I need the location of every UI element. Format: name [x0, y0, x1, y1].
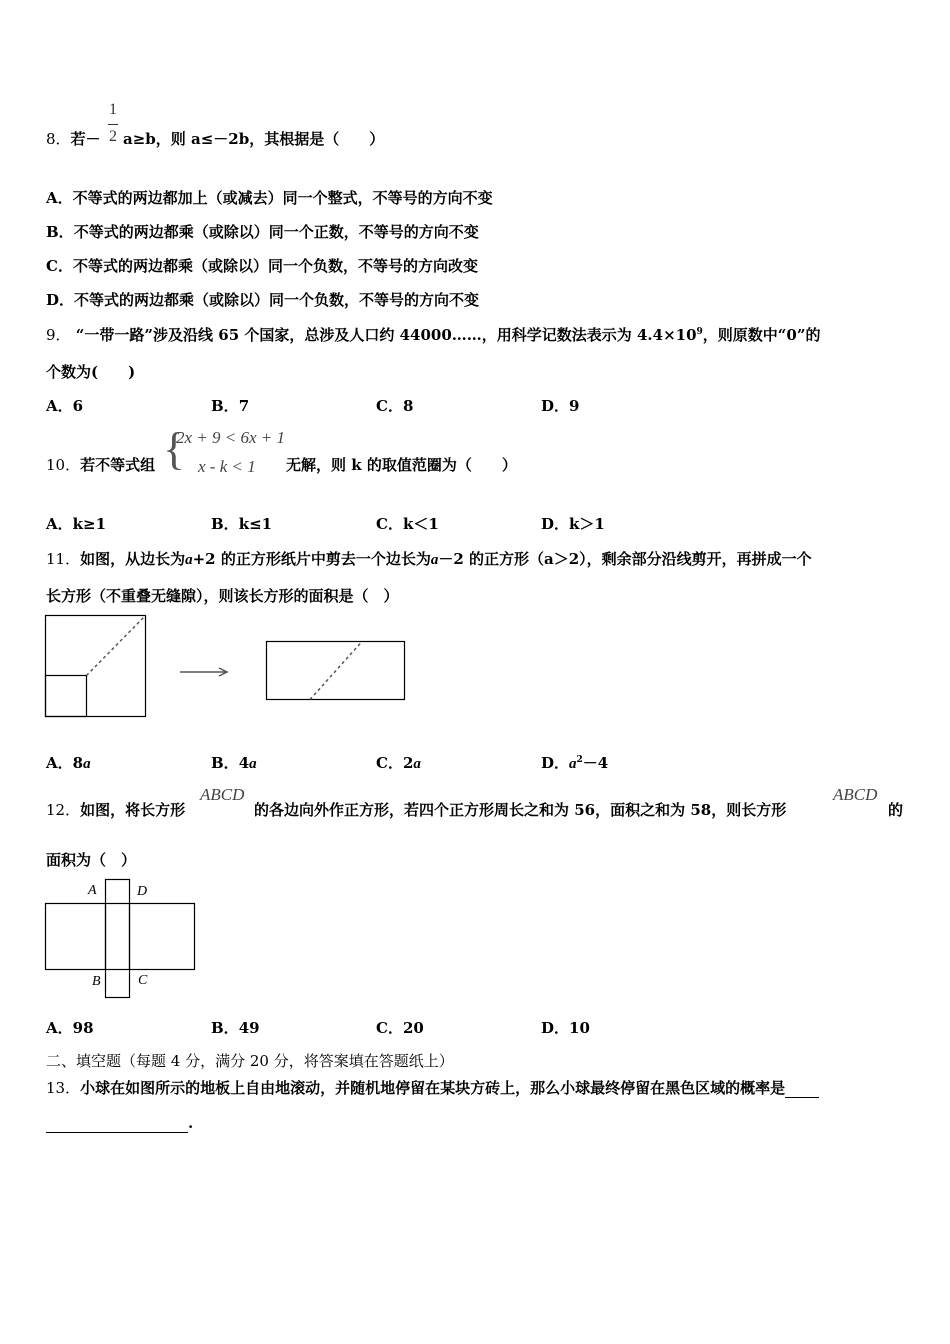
q11-stem-line2: 长方形（不重叠无缝隙），则该长方形的面积是（ ） — [46, 587, 399, 605]
q10-inequality-2: x - k < 1 — [198, 457, 256, 476]
q10-stem — [46, 454, 155, 475]
option-text: 2 — [402, 754, 414, 772]
q13-stem-line1 — [46, 1077, 819, 1098]
option-text: 98 — [72, 1019, 94, 1037]
q13-stem-line2 — [46, 1114, 193, 1133]
option-label: B． — [211, 1019, 239, 1037]
option-label: C． — [376, 515, 403, 533]
q9-text-a: “一带一路”涉及沿线 65 个国家，总涉及人口约 44000……，用科学记数法表示为 4.4×10 — [75, 326, 697, 344]
q8-option-c[interactable] — [46, 255, 478, 276]
q11-option-b[interactable] — [211, 752, 257, 773]
option-text: 8 — [402, 397, 414, 415]
option-label: A． — [46, 1019, 73, 1037]
label-b: B — [92, 974, 101, 989]
q13-number: 13． — [46, 1079, 81, 1097]
q12-text-b: 的各边向外作正方形，若四个正方形周长之和为 56，面积之和为 58，则长方形 — [254, 801, 787, 819]
answer-blank[interactable] — [785, 1079, 819, 1098]
label-c: C — [138, 973, 148, 988]
q8-option-b[interactable] — [46, 221, 479, 242]
q11-figure — [44, 614, 424, 724]
q12-text-c: 的 — [888, 801, 904, 819]
label-d: D — [137, 884, 148, 899]
q10-left-brace: { — [163, 423, 186, 474]
option-text: 9 — [569, 397, 580, 415]
q11-option-c[interactable] — [376, 752, 421, 773]
option-text: k≤1 — [238, 515, 273, 533]
answer-blank[interactable] — [46, 1114, 188, 1133]
q8-number: 8． — [46, 130, 71, 148]
option-label: C． — [376, 397, 403, 415]
q9-option-c[interactable] — [376, 395, 413, 416]
q10-option-a[interactable] — [46, 513, 106, 534]
option-text: 7 — [238, 397, 250, 415]
option-text: 不等式的两边都加上（或减去）同一个整式，不等号的方向不变 — [72, 189, 493, 207]
option-text: k＜1 — [402, 515, 439, 533]
q9-option-d[interactable] — [541, 395, 579, 416]
option-label: B． — [211, 754, 239, 772]
option-label: C． — [376, 1019, 403, 1037]
q11-text-a: 如图，从边长为 — [80, 550, 186, 568]
option-label: D． — [541, 515, 570, 533]
q12-option-c[interactable] — [376, 1017, 424, 1038]
q12-text-a: 如图，将长方形 — [80, 801, 186, 819]
option-label: C． — [46, 257, 73, 275]
option-var: a — [249, 756, 257, 772]
option-text: 不等式的两边都乘（或除以）同一个负数，不等号的方向不变 — [74, 291, 480, 309]
option-text: 49 — [238, 1019, 260, 1037]
q8-option-d[interactable] — [46, 289, 479, 310]
q12-number: 12． — [46, 801, 81, 819]
q12-option-a[interactable] — [46, 1017, 94, 1038]
q8-lead: 若－ — [70, 130, 101, 148]
q10-lead: 若不等式组 — [80, 456, 156, 474]
q12-abcd-1: ABCD — [200, 785, 245, 804]
q12-figure — [44, 877, 204, 1001]
q8-fraction-numerator: 1 — [109, 101, 117, 118]
option-label: A． — [46, 515, 73, 533]
option-label: A． — [46, 189, 73, 207]
q9-number: 9． — [46, 326, 71, 344]
option-label: C． — [376, 754, 403, 772]
option-text: 不等式的两边都乘（或除以）同一个正数，不等号的方向不变 — [73, 223, 479, 241]
q13-text: 小球在如图所示的地板上自由地滚动，并随机地停留在某块方砖上，那么小球最终停留在黑色区域的概率是 — [80, 1079, 786, 1097]
option-label: A． — [46, 754, 73, 772]
option-label: D． — [541, 1019, 570, 1037]
option-text: 不等式的两边都乘（或除以）同一个负数，不等号的方向改变 — [72, 257, 478, 275]
q8-stem — [46, 128, 101, 149]
q9-stem-line1 — [46, 324, 821, 345]
q10-inequality-1: 2x + 9 < 6x + 1 — [176, 428, 286, 447]
option-var: a — [569, 756, 577, 772]
option-label: D． — [541, 397, 570, 415]
vertical-band — [106, 880, 130, 998]
q11-text-c: －2 的正方形（a＞2），剩余部分沿线剪开，再拼成一个 — [438, 550, 812, 568]
small-square — [46, 676, 87, 717]
option-label: B． — [46, 223, 74, 241]
q11-option-d[interactable] — [541, 752, 608, 773]
label-a: A — [88, 883, 97, 898]
q11-var-a: a — [430, 552, 439, 568]
q11-number: 11． — [46, 550, 81, 568]
q12-option-d[interactable] — [541, 1017, 590, 1038]
option-text: k＞1 — [569, 515, 605, 533]
q9-exponent: 9 — [696, 327, 703, 337]
option-label: D． — [541, 754, 570, 772]
q9-option-b[interactable] — [211, 395, 249, 416]
option-text: k≥1 — [72, 515, 107, 533]
q8-option-a[interactable] — [46, 187, 493, 208]
q8-stem-tail: a≥b，则 a≤－2b，其根据是（ ） — [123, 130, 385, 148]
q8-fraction-denominator: 2 — [109, 128, 117, 145]
q10-number: 10． — [46, 456, 81, 474]
q10-option-c[interactable] — [376, 513, 439, 534]
q12-abcd-2: ABCD — [833, 785, 878, 804]
q10-option-d[interactable] — [541, 513, 605, 534]
option-label: A． — [46, 397, 73, 415]
q9-option-a[interactable] — [46, 395, 83, 416]
horizontal-band — [46, 904, 195, 970]
cut-line — [310, 642, 362, 700]
option-exponent: 2 — [576, 755, 583, 765]
q9-stem-line2: 个数为( ) — [46, 363, 136, 381]
q10-stem-tail: 无解，则 k 的取值范圈为（ ） — [286, 456, 517, 474]
q13-end: . — [188, 1114, 194, 1132]
option-label: B． — [211, 397, 239, 415]
option-var: a — [83, 756, 91, 772]
option-text: 4 — [238, 754, 250, 772]
q10-option-b[interactable] — [211, 513, 272, 534]
q11-stem-line1 — [46, 548, 812, 569]
q8-fraction-bar — [108, 124, 118, 125]
option-text: 6 — [72, 397, 84, 415]
q9-text-b: ，则原数中“0”的 — [702, 326, 821, 344]
option-text: 8 — [72, 754, 84, 772]
q11-text-b: +2 的正方形纸片中剪去一个边长为 — [192, 550, 431, 568]
q12-option-b[interactable] — [211, 1017, 260, 1038]
q11-option-a[interactable] — [46, 752, 91, 773]
option-label: B． — [211, 515, 239, 533]
q12-stem-line1 — [46, 799, 185, 820]
option-text: 20 — [402, 1019, 424, 1037]
q12-stem-line2: 面积为（ ） — [46, 851, 137, 869]
section-heading: 二、填空题（每题 4 分，满分 20 分，将答案填在答题纸上） — [46, 1052, 454, 1070]
q11-var-a: a — [185, 552, 193, 568]
option-var: a — [413, 756, 421, 772]
option-text: 10 — [569, 1019, 590, 1037]
option-text: －4 — [582, 754, 609, 772]
option-label: D． — [46, 291, 75, 309]
cut-line — [87, 616, 146, 676]
